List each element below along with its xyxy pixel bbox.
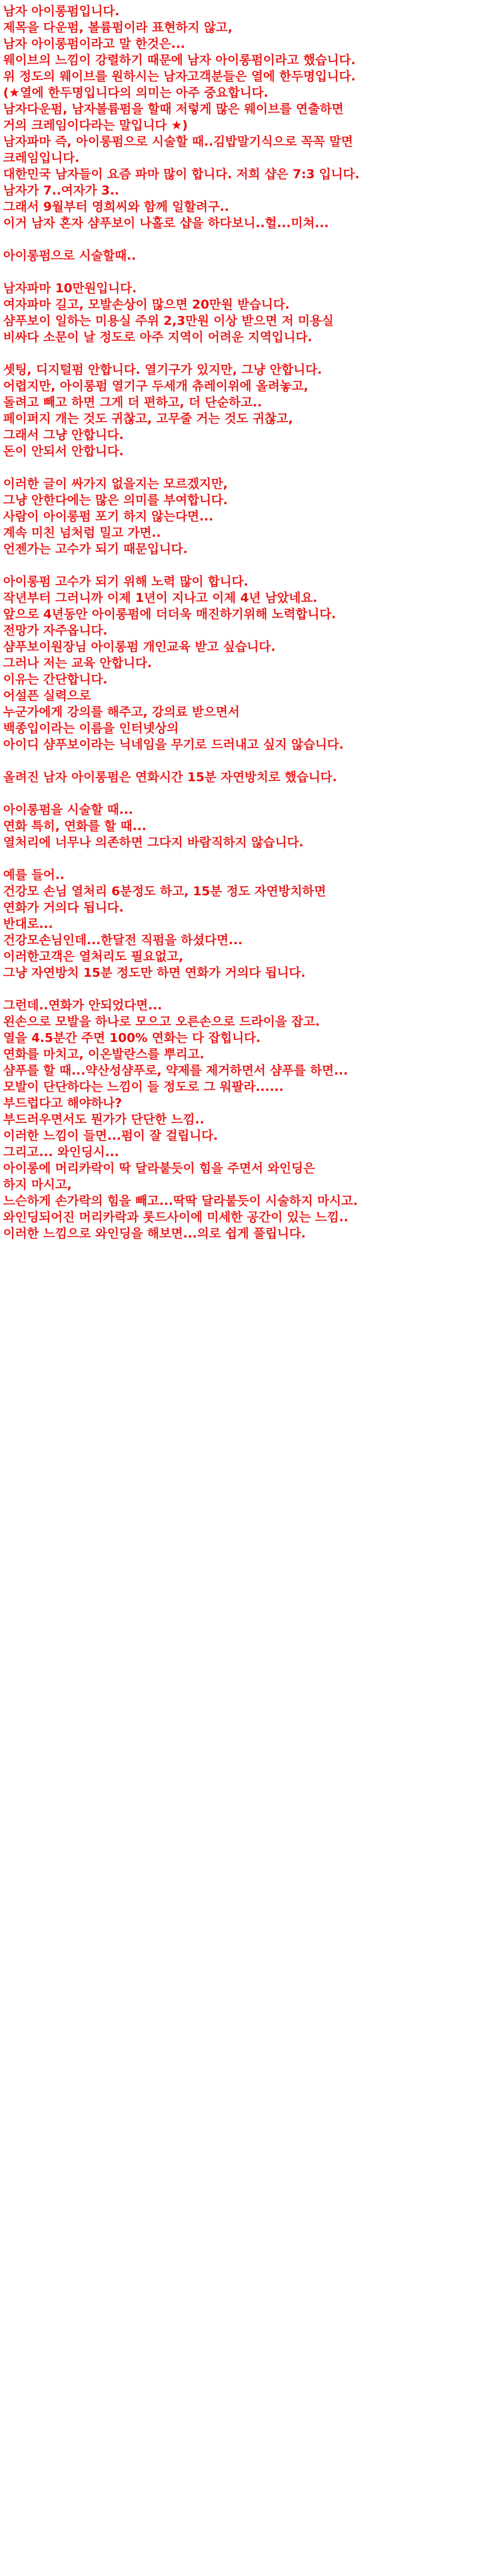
text-line: 아이롱펌을 시술할 때... bbox=[3, 802, 133, 817]
text-line: 하지 마시고, bbox=[3, 1177, 72, 1192]
text-line: 그러나 저는 교육 안합니다. bbox=[3, 656, 152, 670]
text-line: 그리고... 와인딩시... bbox=[3, 1144, 119, 1159]
text-line: 누군가에게 강의를 해주고, 강의료 받으면서 bbox=[3, 704, 240, 719]
text-line: 이러한 느낌이 들면...펌이 잘 걸립니다. bbox=[3, 1128, 218, 1143]
text-line: 백종입이라는 이름을 인터넷상의 bbox=[3, 721, 179, 735]
text-line: 아이롱펌 고수가 되기 위해 노력 많이 합니다. bbox=[3, 574, 248, 589]
blank-line bbox=[3, 459, 473, 476]
text-line: 어렵지만, 아이롱펌 열기구 두세개 츄레이위에 올려놓고, bbox=[3, 379, 308, 393]
text-line: 샴푸보이 일하는 미용실 주위 2,3만원 이상 받으면 저 미용실 bbox=[3, 313, 334, 328]
text-line: 그래서 그냥 안합니다. bbox=[3, 427, 124, 442]
blank-line bbox=[3, 231, 473, 248]
text-line: 아이디 샴푸보이라는 닉네임을 무기로 드러내고 싶지 않습니다. bbox=[3, 737, 344, 752]
text-line: 부드럽다고 해야하나? bbox=[3, 1096, 122, 1110]
article-body bbox=[3, 3, 473, 1242]
text-line: 건강모 손님 열처리 6분정도 하고, 15분 정도 자연방치하면 bbox=[3, 884, 326, 898]
text-line: 그냥 자연방치 15분 정도만 하면 연화가 거의다 됩니다. bbox=[3, 965, 306, 980]
text-line: 느슨하게 손가락의 힘을 빼고...딱딱 달라붙듯이 시술하지 마시고. bbox=[3, 1193, 358, 1208]
text-line: 돈이 안되서 안합니다. bbox=[3, 444, 124, 458]
text-line: 크레임입니다. bbox=[3, 150, 80, 165]
text-line: 샴푸보이원장님 아이롱펌 개인교육 받고 싶습니다. bbox=[3, 639, 276, 654]
text-line: 전망가 자주옵니다. bbox=[3, 623, 108, 638]
text-line: 아이롱에 머리카락이 딱 달라붙듯이 힘을 주면서 와인딩은 bbox=[3, 1161, 315, 1175]
text-line: 앞으로 4년동안 아이롱펌에 더더욱 매진하기위해 노력합니다. bbox=[3, 607, 336, 621]
blank-line bbox=[3, 981, 473, 997]
text-line: 아이롱펌으로 시술할때.. bbox=[3, 248, 137, 263]
text-line: 올려진 남자 아이롱펌은 연화시간 15분 자연방치로 했습니다. bbox=[3, 770, 337, 784]
blank-line bbox=[3, 345, 473, 362]
text-line: 이러한고객은 열처리도 필요없고, bbox=[3, 949, 184, 964]
text-line: 부드러우면서도 뭔가가 단단한 느낌.. bbox=[3, 1112, 204, 1127]
text-line: 셋팅, 디지털펌 안합니다. 열기구가 있지만, 그냥 안합니다. bbox=[3, 362, 322, 377]
text-line: 예를 들어.. bbox=[3, 867, 65, 882]
text-line: (★열에 한두명입니다의 의미는 아주 중요합니다. bbox=[3, 85, 268, 100]
text-line: 반대로... bbox=[3, 916, 53, 931]
text-line: 건강모손님인데...한달전 직펌을 하셨다면... bbox=[3, 933, 243, 947]
text-line: 여자파마 길고, 모발손상이 많으면 20만원 받습니다. bbox=[3, 297, 290, 312]
text-line: 연화를 마치고, 이온발란스를 뿌리고. bbox=[3, 1047, 204, 1061]
text-line: 거의 크레임이다라는 말입니다 ★) bbox=[3, 118, 188, 132]
text-line: 왼손으로 모발을 하나로 모으고 오른손으로 드라이을 잡고. bbox=[3, 1014, 320, 1029]
text-line: 작년부터 그러니까 이제 1년이 지나고 이제 4년 남았네요. bbox=[3, 590, 318, 605]
text-line: 샴푸를 할 때...약산성샴푸로, 약제를 제거하면서 샴푸를 하면... bbox=[3, 1063, 348, 1078]
text-line: 남자가 7..여자가 3.. bbox=[3, 183, 119, 198]
text-line: 어설픈 실력으로 bbox=[3, 688, 91, 703]
text-line: 돌려고 빼고 하면 그게 더 편하고, 더 단순하고.. bbox=[3, 395, 262, 410]
text-line: 언젠가는 고수가 되기 때문입니다. bbox=[3, 541, 188, 556]
text-line: 그런데..연화가 안되었다면... bbox=[3, 998, 162, 1013]
text-line: 웨이브의 느낌이 강렬하기 때문에 남자 아이롱펌이라고 했습니다. bbox=[3, 53, 356, 67]
text-line: 계속 미친 넘처럼 밀고 가면.. bbox=[3, 525, 161, 540]
text-line: 남자다운펌, 남자볼륨펌을 할때 저렇게 많은 웨이브를 연출하면 bbox=[3, 101, 344, 116]
blank-line bbox=[3, 753, 473, 769]
text-line: 열을 4.5분간 주면 100% 연화는 다 잡힙니다. bbox=[3, 1030, 261, 1045]
text-line: 남자 아이롱펌이라고 말 한것은... bbox=[3, 36, 185, 51]
text-line: 비싸다 소문이 날 정도로 아주 지역이 어려운 지역입니다. bbox=[3, 330, 313, 344]
text-line: 이유는 간단합니다. bbox=[3, 672, 108, 687]
text-line: 연화 특히, 연화를 할 때... bbox=[3, 819, 147, 833]
text-line: 제목을 다운펌, 볼륨펌이라 표현하지 않고, bbox=[3, 20, 233, 35]
text-line: 그냥 안한다에는 많은 의미를 부여합니다. bbox=[3, 493, 228, 507]
text-line: 페이퍼지 개는 것도 귀찮고, 고무줄 거는 것도 귀찮고, bbox=[3, 411, 293, 426]
text-line: 와인딩되어진 머리카락과 롯드사이에 미세한 공간이 있는 느낌.. bbox=[3, 1210, 349, 1224]
blank-line bbox=[3, 851, 473, 867]
text-line: 이거 남자 혼자 샴푸보이 나홀로 샵을 하다보니..헐...미쳐... bbox=[3, 216, 329, 230]
text-line: 사람이 아이롱펌 포기 하지 않는다면... bbox=[3, 509, 214, 524]
text-line: 남자파마 즉, 아이롱펌으로 시술할 때..김밥말기식으로 꼭꼭 말면 bbox=[3, 134, 354, 149]
text-line: 위 정도의 웨이브를 원하시는 남자고객분들은 열에 한두명입니다. bbox=[3, 69, 356, 84]
blank-line bbox=[3, 785, 473, 802]
blank-line bbox=[3, 264, 473, 280]
text-line: 이러한 느낌으로 와인딩을 해보면...의로 쉽게 풀립니다. bbox=[3, 1226, 306, 1241]
text-line: 대한민국 남자들이 요즘 파마 많이 합니다. 저희 샵은 7:3 입니다. bbox=[3, 167, 360, 181]
blank-line bbox=[3, 557, 473, 574]
text-line: 연화가 거의다 됩니다. bbox=[3, 900, 124, 915]
text-line: 남자파마 10만원입니다. bbox=[3, 281, 137, 295]
text-line: 열처리에 너무나 의존하면 그다지 바람직하지 않습니다. bbox=[3, 835, 304, 850]
text-line: 이러한 글이 싸가지 없을지는 모르겠지만, bbox=[3, 476, 228, 491]
text-line: 남자 아이롱펌입니다. bbox=[3, 4, 120, 18]
text-line: 그래서 9월부터 영희씨와 함께 일할려구.. bbox=[3, 199, 230, 214]
text-line: 모발이 단단하다는 느낌이 들 정도로 그 워팔라...... bbox=[3, 1079, 284, 1094]
